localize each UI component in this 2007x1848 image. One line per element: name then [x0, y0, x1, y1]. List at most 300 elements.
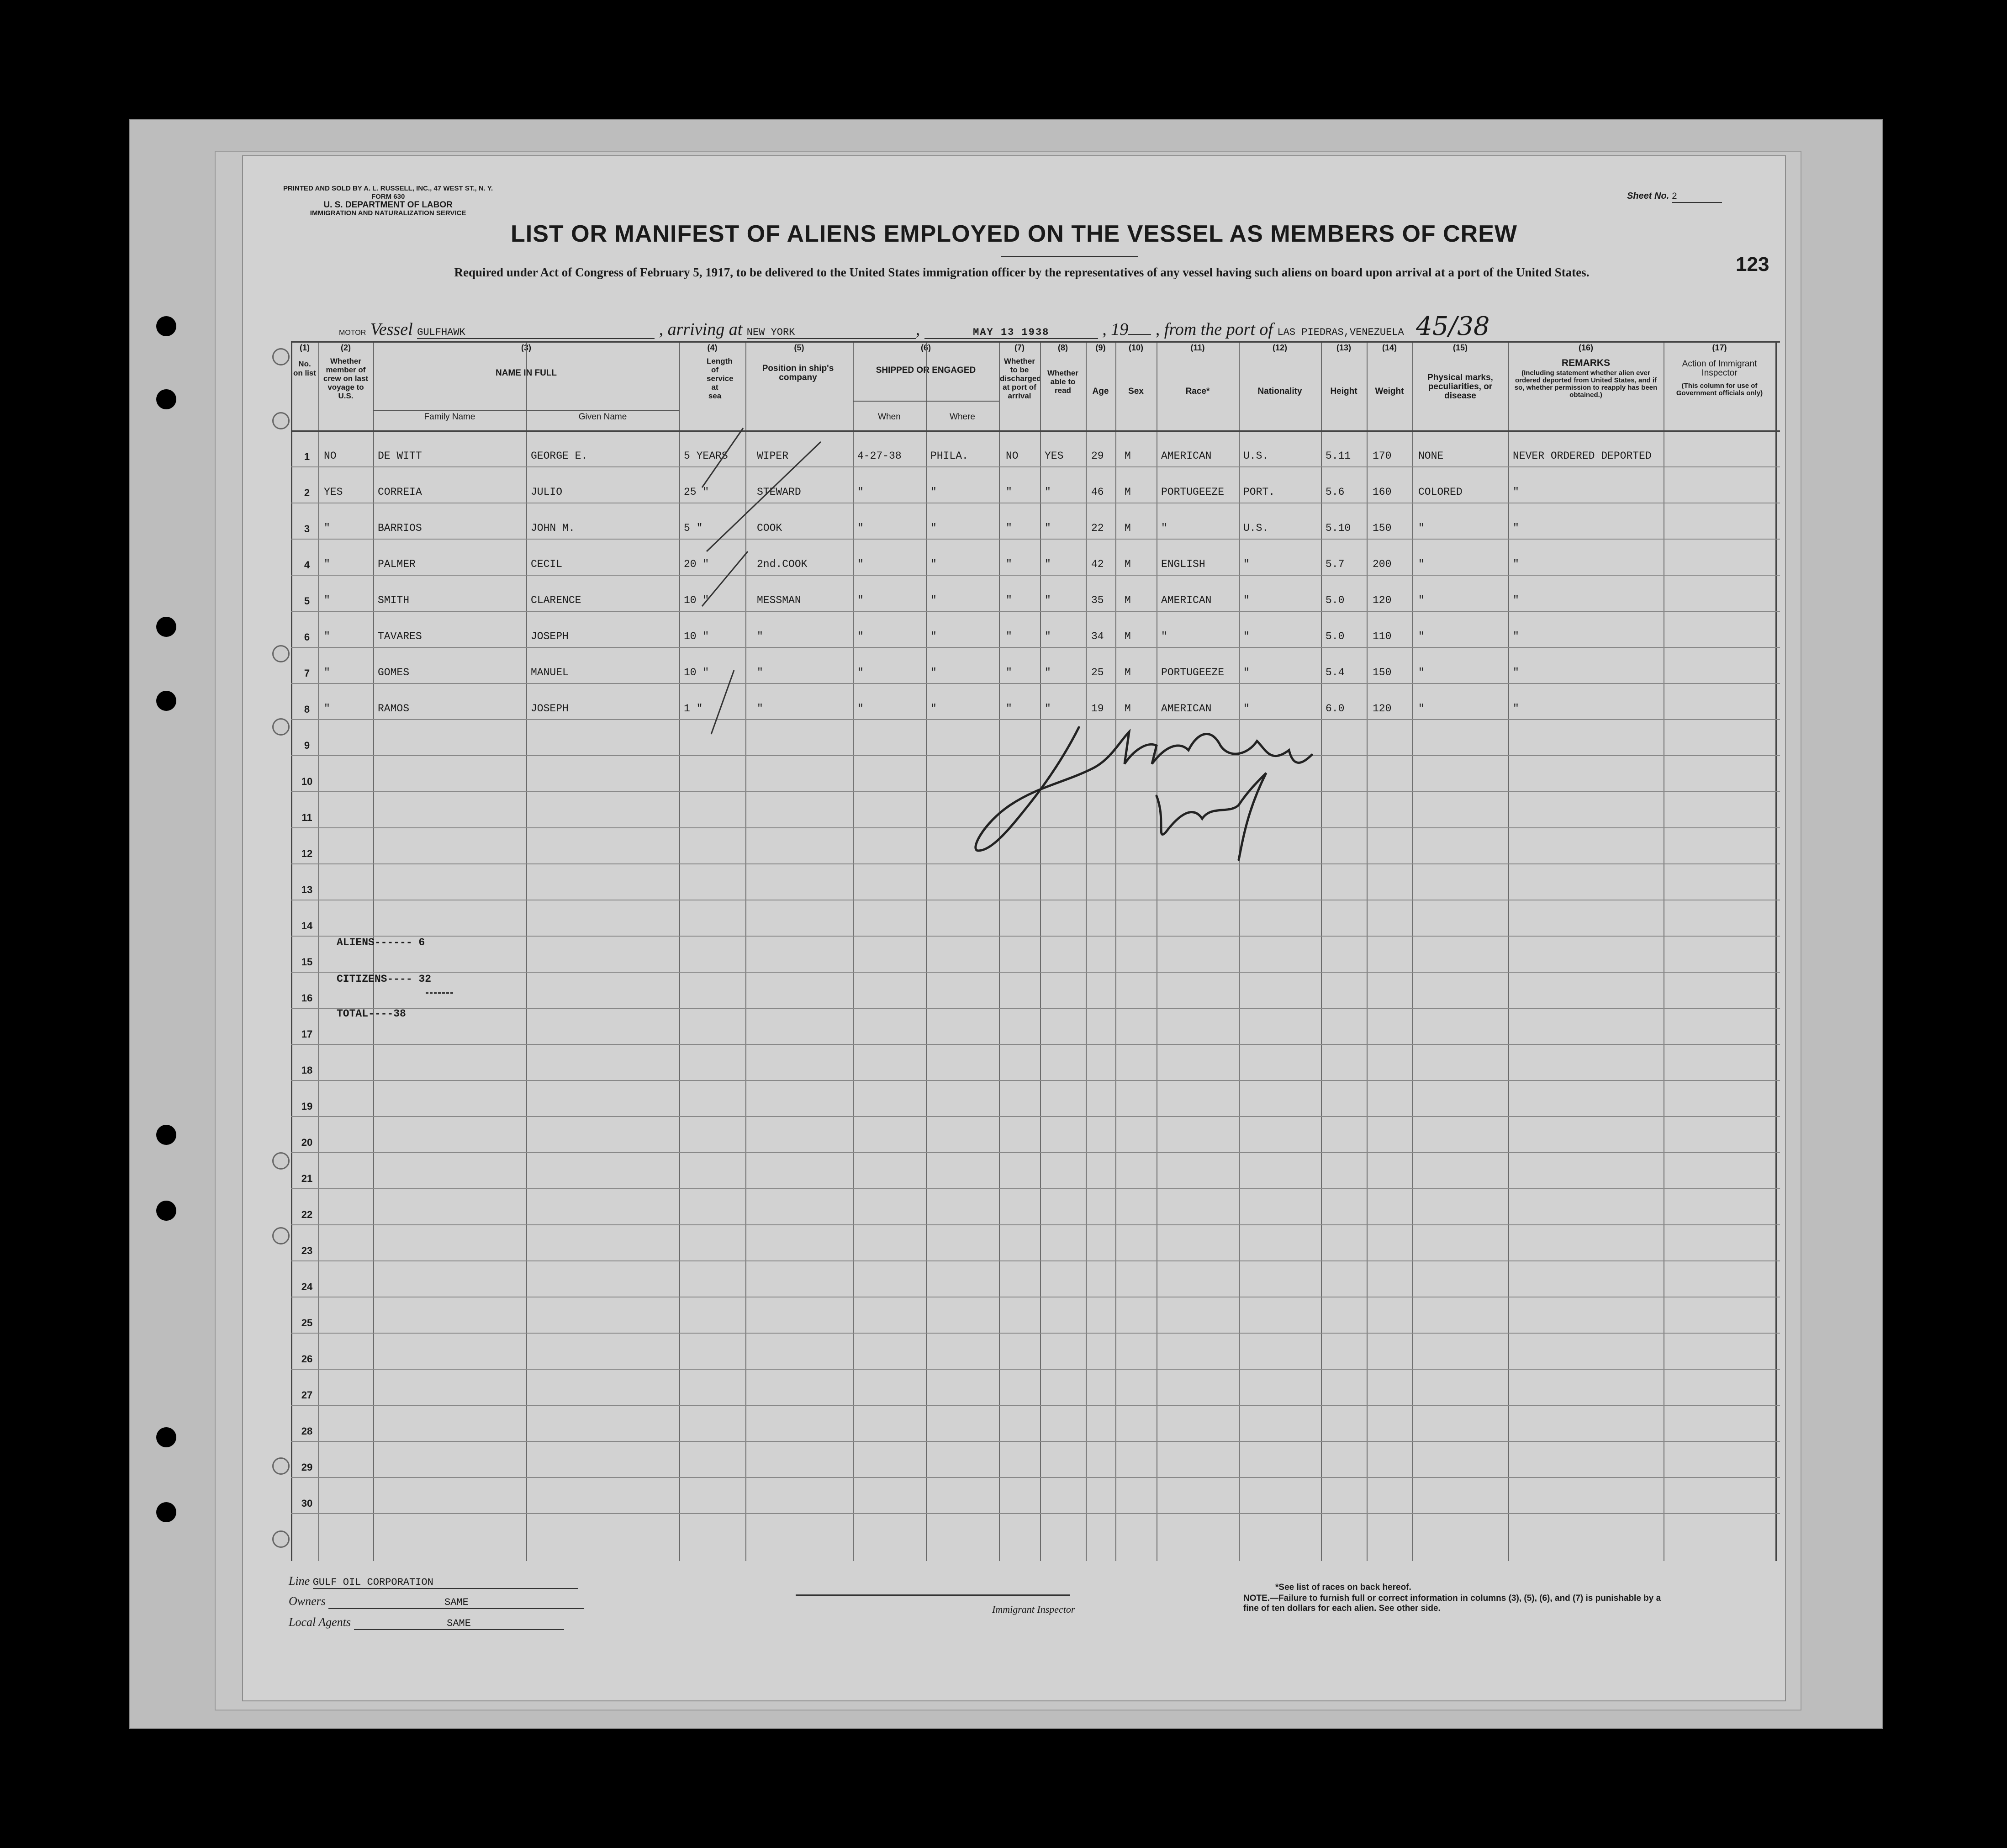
cell-race: AMERICAN [1161, 594, 1212, 606]
table-row-rule [291, 1441, 1780, 1442]
cell-age: 34 [1091, 630, 1104, 642]
table-column-rule [1775, 341, 1777, 1561]
cell-age: 22 [1091, 522, 1104, 534]
table-column-rule [291, 341, 292, 1561]
col-number: (2) [341, 343, 351, 352]
row-number: 27 [301, 1389, 313, 1401]
cell-age: 46 [1091, 486, 1104, 498]
reinforcement-ring [272, 1530, 290, 1548]
cell-service: 1 " [684, 703, 703, 715]
row-number: 16 [301, 992, 313, 1004]
cell-nationality: " [1243, 630, 1250, 642]
row-number: 6 [304, 631, 310, 643]
cell-where: " [930, 667, 937, 678]
binder-hole [156, 389, 176, 409]
cell-position: " [757, 703, 763, 715]
cell-race: AMERICAN [1161, 450, 1212, 462]
col-number: (12) [1272, 343, 1287, 352]
col-header: Nationality [1257, 387, 1302, 396]
cell-race: AMERICAN [1161, 703, 1212, 715]
printer-line: IMMIGRATION AND NATURALIZATION SERVICE [310, 209, 466, 217]
cell-height: 5.6 [1326, 486, 1345, 498]
table-row-rule [291, 1477, 1780, 1478]
cell-last-voyage: NO [324, 450, 337, 462]
cell-nationality: " [1243, 594, 1250, 606]
cell-given: JOSEPH [531, 630, 569, 642]
table-column-rule [1086, 341, 1087, 1561]
fine-note: NOTE.—Failure to furnish full or correct information in columns (3), (5), (6), and (7) is punishable by a fine of ten dollars for each alien. See other side. [1243, 1594, 1661, 1613]
cell-when: " [857, 703, 864, 715]
line-value: GULF OIL CORPORATION [313, 1577, 578, 1589]
row-number: 3 [304, 523, 310, 535]
table-column-rule [1040, 341, 1041, 1561]
cell-nationality: " [1243, 558, 1250, 570]
cell-sex: M [1125, 522, 1131, 534]
table-column-rule [1508, 341, 1509, 1561]
cell-race: PORTUGEEZE [1161, 667, 1225, 678]
cell-given: JOHN M. [531, 522, 575, 534]
reinforcement-ring [272, 1457, 290, 1475]
cell-weight: 170 [1373, 450, 1392, 462]
cell-sex: M [1125, 594, 1131, 606]
header-subrule [373, 410, 679, 411]
cell-race: PORTUGEEZE [1161, 486, 1225, 498]
cell-given: JULIO [531, 486, 563, 498]
inspector-signature [974, 714, 1321, 878]
cell-family: RAMOS [378, 703, 410, 715]
cell-when: " [857, 630, 864, 642]
cell-given: CLARENCE [531, 594, 581, 606]
cell-weight: 110 [1373, 630, 1392, 642]
row-number: 19 [301, 1101, 313, 1112]
check-mark-stroke [711, 670, 734, 734]
cell-service: 25 " [684, 486, 709, 498]
cell-read: " [1045, 667, 1051, 678]
crew-table [291, 341, 1780, 1561]
cell-family: DE WITT [378, 450, 422, 462]
col-subheader: Family Name [424, 412, 475, 422]
table-column-rule [1321, 341, 1322, 1561]
cell-remarks: " [1513, 630, 1519, 642]
row-number: 7 [304, 667, 310, 679]
cell-age: 29 [1091, 450, 1104, 462]
row-number: 4 [304, 559, 310, 571]
cell-last-voyage: " [324, 594, 330, 606]
row-number: 21 [301, 1173, 313, 1184]
cell-marks: NONE [1418, 450, 1444, 462]
col-header: Physical marks, peculiarities, or disease [1427, 373, 1493, 401]
row-number: 12 [301, 848, 313, 859]
table-row-rule [291, 539, 1780, 540]
cell-family: TAVARES [378, 630, 422, 642]
printer-line: PRINTED AND SOLD BY A. L. RUSSELL, INC., 47 WEST ST., N. Y. [283, 185, 493, 192]
cell-family: GOMES [378, 667, 410, 678]
cell-marks: " [1418, 522, 1425, 534]
cell-discharged: " [1006, 558, 1012, 570]
agents-value: SAME [354, 1618, 564, 1630]
cell-discharged: " [1006, 630, 1012, 642]
table-row-rule [291, 972, 1780, 973]
row-number: 24 [301, 1281, 313, 1292]
table-row-rule [291, 466, 1780, 467]
cell-where: " [930, 558, 937, 570]
owners-value: SAME [328, 1597, 584, 1609]
cell-marks: " [1418, 594, 1425, 606]
col-number: (7) [1014, 343, 1025, 352]
row-number: 18 [301, 1064, 313, 1076]
col-header-note: (This column for use of Government officials only) [1676, 382, 1763, 397]
cell-age: 42 [1091, 558, 1104, 570]
table-row-rule [291, 936, 1780, 937]
cell-when: 4-27-38 [857, 450, 902, 462]
cell-last-voyage: " [324, 630, 330, 642]
cell-marks: " [1418, 667, 1425, 678]
cell-when: " [857, 667, 864, 678]
cell-remarks: " [1513, 558, 1519, 570]
title-rule [1001, 256, 1138, 257]
row-number: 11 [301, 812, 312, 823]
col-header: Height [1330, 387, 1357, 396]
binder-hole [156, 617, 176, 637]
col-header: Whether to be discharged at port of arrival [1000, 357, 1041, 400]
cell-discharged: " [1006, 522, 1012, 534]
cell-weight: 150 [1373, 522, 1392, 534]
from-port-name: LAS PIEDRAS,VENEZUELA [1277, 327, 1404, 338]
reinforcement-ring [272, 718, 290, 736]
from-port [1277, 312, 1569, 342]
citizens-total: CITIZENS---- 32 [337, 973, 432, 985]
table-column-rule [1412, 341, 1413, 1561]
cell-weight: 150 [1373, 667, 1392, 678]
table-row-rule [291, 1260, 1780, 1261]
row-number: 9 [304, 740, 310, 751]
vessel-name: GULFHAWK [417, 327, 655, 339]
row-number: 13 [301, 884, 313, 895]
row-number: 23 [301, 1245, 313, 1256]
check-mark-stroke [707, 442, 821, 551]
cell-position: WIPER [757, 450, 789, 462]
cell-read: " [1045, 486, 1051, 498]
grand-total: TOTAL----38 [337, 1008, 406, 1020]
cell-remarks: " [1513, 667, 1519, 678]
cell-read: " [1045, 558, 1051, 570]
table-column-rule [526, 341, 527, 1561]
row-number: 8 [304, 704, 310, 715]
vessel-line: MOTOR Vessel GULFHAWK , arriving at NEW YORK , MAY 13 1938 , 19 , from the port of LAS PIEDRAS,VENEZUELA 45/38 [339, 312, 1755, 342]
row-number: 17 [301, 1028, 313, 1040]
cell-where: " [930, 703, 937, 715]
cell-discharged: " [1006, 703, 1012, 715]
handwritten-annotation: 45/38 [1416, 312, 1490, 341]
col-number: (14) [1382, 343, 1397, 352]
col-number: (16) [1578, 343, 1593, 352]
col-number: (4) [707, 343, 718, 352]
cell-when: " [857, 522, 864, 534]
printer-line: FORM 630 [371, 193, 405, 201]
cell-last-voyage: " [324, 667, 330, 678]
sheet-number-label: Sheet No. [1627, 191, 1669, 201]
owners-label: Owners [289, 1594, 326, 1608]
col-subheader: Where [950, 412, 975, 422]
binder-hole [156, 1201, 176, 1221]
cell-service: 5 YEARS [684, 450, 728, 462]
table-column-rule [926, 341, 927, 1561]
cell-nationality: PORT. [1243, 486, 1275, 498]
col-header: REMARKS [1561, 358, 1611, 368]
immigrant-inspector-label: Immigrant Inspector [992, 1604, 1075, 1615]
cell-read: YES [1045, 450, 1064, 462]
cell-discharged: " [1006, 486, 1012, 498]
cell-read: " [1045, 522, 1051, 534]
cell-marks: " [1418, 558, 1425, 570]
arriving-label: , arriving at [659, 320, 743, 339]
col-number: (15) [1452, 343, 1468, 352]
owners-field [289, 1594, 584, 1609]
col-header: No. on list [293, 360, 317, 377]
cell-age: 35 [1091, 594, 1104, 606]
col-header: NAME IN FULL [495, 368, 557, 378]
cell-race: " [1161, 630, 1167, 642]
cell-family: BARRIOS [378, 522, 422, 534]
cell-service: 5 " [684, 522, 703, 534]
table-row-rule [291, 1080, 1780, 1081]
cell-height: 5.0 [1326, 594, 1345, 606]
from-port-label: , from the port of [1155, 320, 1273, 339]
col-header: Action of Immigrant Inspector [1682, 359, 1757, 378]
col-header: Race* [1185, 387, 1210, 396]
cell-where: " [930, 522, 937, 534]
table-column-rule [999, 341, 1000, 1561]
table-row-rule [291, 1044, 1780, 1045]
cell-read: " [1045, 594, 1051, 606]
cell-given: GEORGE E. [531, 450, 588, 462]
col-number: (17) [1712, 343, 1727, 352]
cell-sex: M [1125, 703, 1131, 715]
cell-family: SMITH [378, 594, 410, 606]
cell-read: " [1045, 630, 1051, 642]
check-mark-stroke [702, 428, 743, 487]
cell-height: 6.0 [1326, 703, 1345, 715]
col-header: Age [1092, 387, 1109, 396]
races-note: *See list of races on back hereof. [1275, 1583, 1411, 1592]
agents-field [289, 1615, 564, 1630]
printer-imprint [283, 185, 493, 217]
table-row-rule [291, 1188, 1780, 1189]
cell-height: 5.4 [1326, 667, 1345, 678]
table-column-rule [1115, 341, 1116, 1561]
cell-age: 25 [1091, 667, 1104, 678]
cell-read: " [1045, 703, 1051, 715]
row-number: 2 [304, 487, 310, 498]
cell-remarks: " [1513, 522, 1519, 534]
cell-where: " [930, 594, 937, 606]
col-header: Whether member of crew on last voyage to U.S. [323, 357, 369, 400]
cell-height: 5.11 [1326, 450, 1351, 462]
cell-remarks: " [1513, 703, 1519, 715]
check-marks [675, 414, 866, 762]
binder-hole [156, 1427, 176, 1447]
binder-hole [156, 1502, 176, 1522]
table-row-rule [291, 1224, 1780, 1225]
col-header: Sex [1128, 387, 1144, 396]
cell-discharged: " [1006, 594, 1012, 606]
row-number: 15 [301, 956, 313, 968]
col-header: SHIPPED OR ENGAGED [876, 365, 976, 375]
header-rule [291, 430, 1780, 432]
reinforcement-ring [272, 1152, 290, 1170]
sheet-number-value: 2 [1672, 191, 1722, 203]
cell-service: 10 " [684, 667, 709, 678]
cell-service: 20 " [684, 558, 709, 570]
cell-remarks: " [1513, 486, 1519, 498]
table-column-rule [1367, 341, 1368, 1561]
cell-given: CECIL [531, 558, 563, 570]
cell-sex: M [1125, 630, 1131, 642]
row-number: 29 [301, 1461, 313, 1473]
table-row-rule [291, 611, 1780, 612]
cell-marks: " [1418, 703, 1425, 715]
col-number: (5) [794, 343, 804, 352]
cell-where: PHILA. [930, 450, 968, 462]
cell-race: ENGLISH [1161, 558, 1205, 570]
cell-height: 5.10 [1326, 522, 1351, 534]
col-subheader: When [878, 412, 901, 422]
cell-position: 2nd.COOK [757, 558, 808, 570]
reinforcement-ring [272, 348, 290, 365]
row-number: 26 [301, 1353, 313, 1365]
cell-remarks: " [1513, 594, 1519, 606]
cell-marks: COLORED [1418, 486, 1463, 498]
cell-height: 5.7 [1326, 558, 1345, 570]
line-field [289, 1574, 578, 1589]
check-mark-stroke [702, 551, 748, 606]
col-number: (13) [1336, 343, 1351, 352]
cell-where: " [930, 486, 937, 498]
cell-remarks: NEVER ORDERED DEPORTED [1513, 450, 1652, 462]
cell-nationality: U.S. [1243, 450, 1269, 462]
table-row-rule [291, 1513, 1780, 1514]
table-column-rule [1239, 341, 1240, 1561]
table-column-rule [373, 341, 374, 1561]
cell-family: PALMER [378, 558, 416, 570]
cell-age: 19 [1091, 703, 1104, 715]
cell-race: " [1161, 522, 1167, 534]
cell-position: " [757, 630, 763, 642]
cell-when: " [857, 594, 864, 606]
total-rule [426, 992, 453, 994]
cell-given: JOSEPH [531, 703, 569, 715]
printer-line: U. S. DEPARTMENT OF LABOR [323, 200, 453, 210]
reinforcement-ring [272, 645, 290, 662]
col-header: Position in ship's company [762, 364, 834, 382]
cell-service: 10 " [684, 594, 709, 606]
table-row-rule [291, 1333, 1780, 1334]
cell-position: STEWARD [757, 486, 801, 498]
col-subheader: Given Name [578, 412, 627, 422]
form-subtitle: Required under Act of Congress of February 5, 1917, to be delivered to the United States immigration officer by the representatives of any vessel having such aliens on board upon arrival at a port of the United States. [454, 265, 1590, 279]
cell-when: " [857, 558, 864, 570]
col-header: Weight [1375, 387, 1404, 396]
cell-where: " [930, 630, 937, 642]
arrival-date-stamp: MAY 13 1938 [924, 327, 1098, 339]
cell-sex: M [1125, 450, 1131, 462]
arrival-port: NEW YORK [747, 327, 916, 339]
binder-hole [156, 316, 176, 336]
vessel-type: MOTOR [339, 329, 366, 337]
col-number: (6) [921, 343, 931, 352]
vessel-label: Vessel [370, 320, 413, 339]
binder-hole [156, 691, 176, 711]
cell-sex: M [1125, 667, 1131, 678]
cell-given: MANUEL [531, 667, 569, 678]
line-label: Line [289, 1574, 310, 1588]
agents-label: Local Agents [289, 1615, 351, 1629]
cell-position: " [757, 667, 763, 678]
cell-sex: M [1125, 558, 1131, 570]
col-number: (8) [1058, 343, 1068, 352]
table-row-rule [291, 1116, 1780, 1117]
sheet-number [1627, 191, 1722, 203]
cell-family: CORREIA [378, 486, 422, 498]
cell-nationality: " [1243, 667, 1250, 678]
form-title: LIST OR MANIFEST OF ALIENS EMPLOYED ON THE VESSEL AS MEMBERS OF CREW [511, 221, 1517, 247]
col-number: (10) [1128, 343, 1143, 352]
inspector-signature-line [796, 1594, 1070, 1596]
row-number: 1 [304, 451, 310, 462]
col-number: (1) [300, 343, 310, 352]
table-top-rule [291, 341, 1780, 343]
table-row-rule [291, 1152, 1780, 1153]
cell-weight: 200 [1373, 558, 1392, 570]
cell-position: COOK [757, 522, 782, 534]
row-number: 5 [304, 595, 310, 607]
col-number: (9) [1095, 343, 1106, 352]
cell-when: " [857, 486, 864, 498]
table-row-rule [291, 1405, 1780, 1406]
cell-weight: 120 [1373, 594, 1392, 606]
table-row-rule [291, 647, 1780, 648]
aliens-total: ALIENS------ 6 [337, 937, 425, 948]
cell-sex: M [1125, 486, 1131, 498]
table-row-rule [291, 575, 1780, 576]
manifest-sheet [242, 155, 1786, 1701]
cell-nationality: " [1243, 703, 1250, 715]
reinforcement-ring [272, 1227, 290, 1244]
row-number: 22 [301, 1209, 313, 1220]
cell-weight: 160 [1373, 486, 1392, 498]
row-number: 10 [301, 776, 313, 787]
cell-nationality: U.S. [1243, 522, 1269, 534]
cell-discharged: NO [1006, 450, 1019, 462]
cell-last-voyage: " [324, 522, 330, 534]
table-row-rule [291, 1369, 1780, 1370]
binder-hole [156, 1125, 176, 1145]
cell-service: 10 " [684, 630, 709, 642]
row-number: 30 [301, 1498, 313, 1509]
table-row-rule [291, 683, 1780, 684]
cell-position: MESSMAN [757, 594, 801, 606]
col-number: (11) [1190, 343, 1205, 352]
cell-height: 5.0 [1326, 630, 1345, 642]
row-number: 28 [301, 1425, 313, 1437]
reinforcement-ring [272, 412, 290, 429]
row-number: 20 [301, 1137, 313, 1148]
cell-marks: " [1418, 630, 1425, 642]
col-header: Length of service at sea [707, 357, 734, 400]
row-number: 14 [301, 920, 313, 932]
header-subrule [853, 401, 999, 402]
cell-weight: 120 [1373, 703, 1392, 715]
